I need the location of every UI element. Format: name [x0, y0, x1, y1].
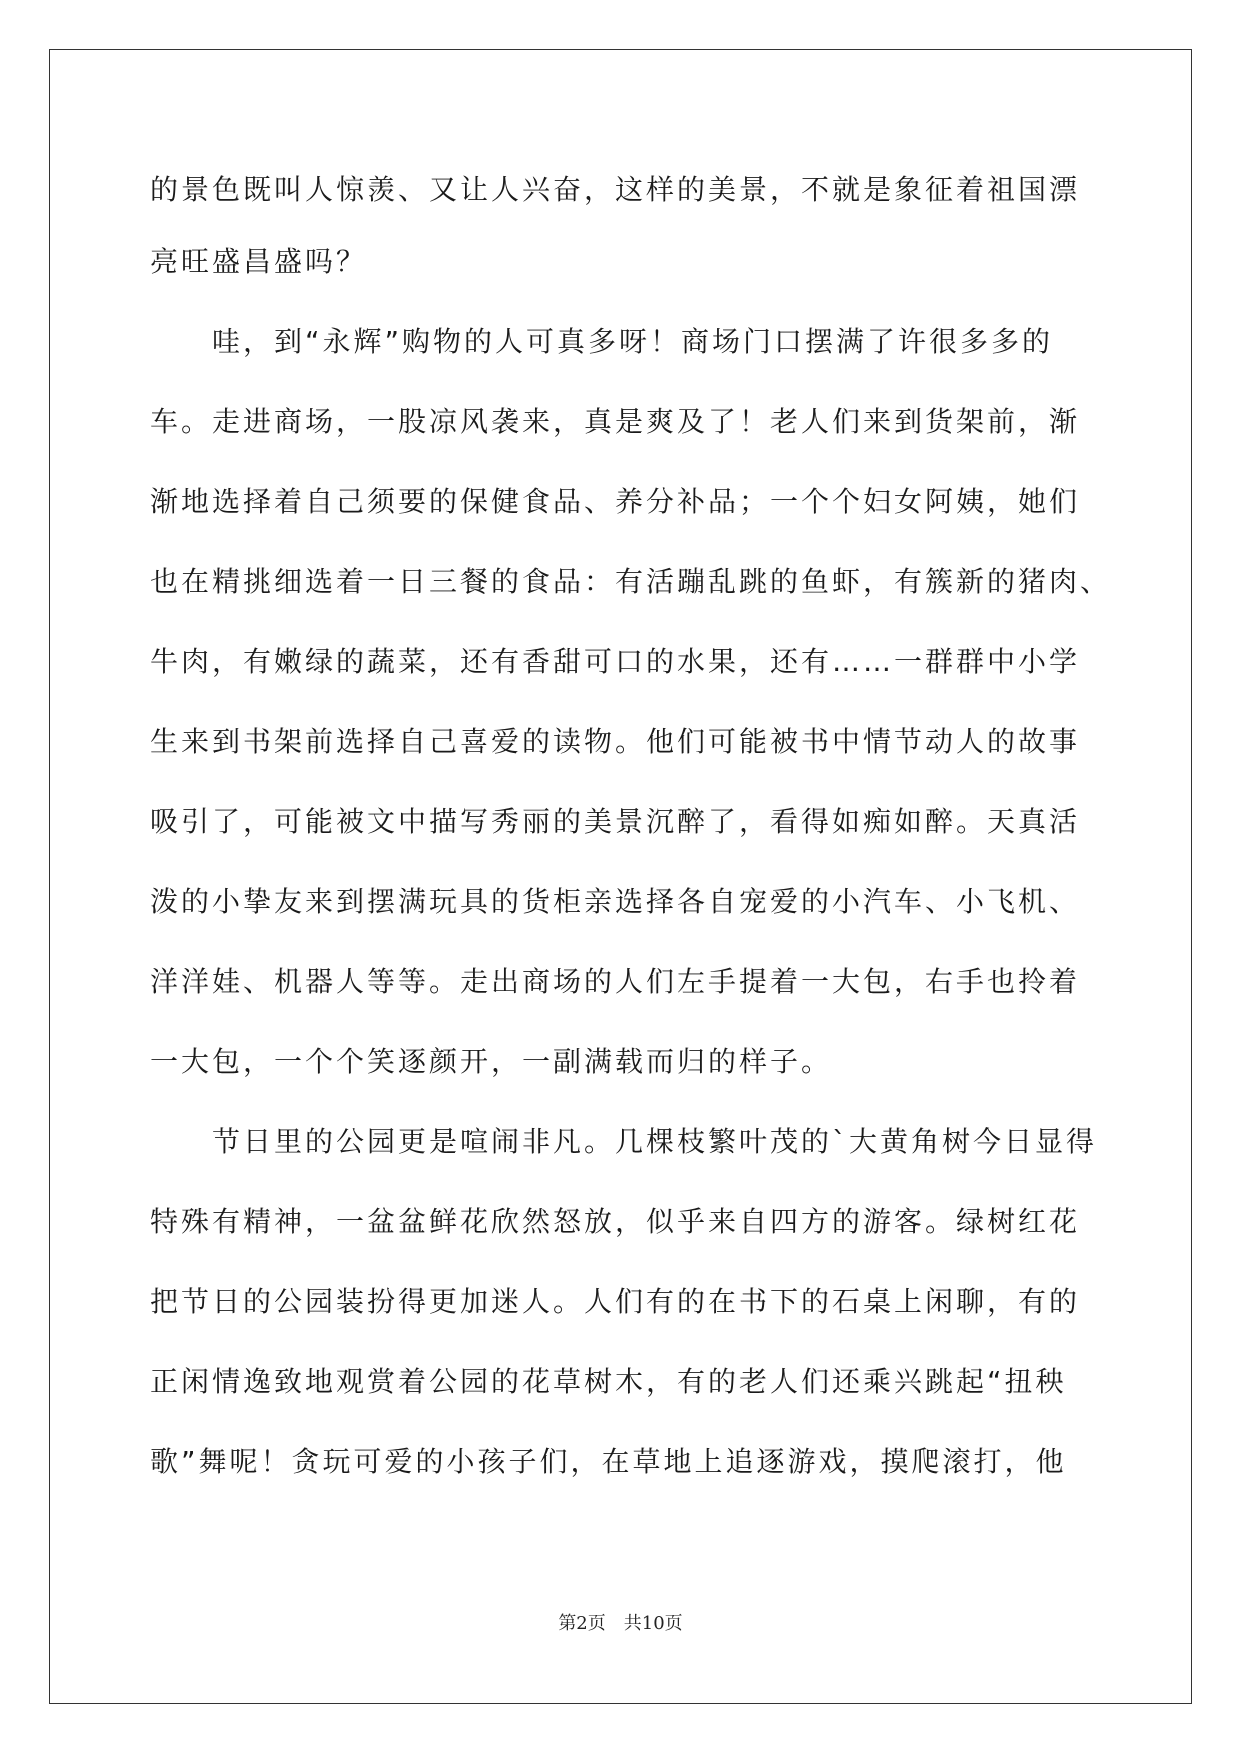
- paragraph-start-line: 节日里的公园更是喧闹非凡。几棵枝繁叶茂的`大黄角树今日显得: [212, 1125, 1098, 1158]
- text-line: 特殊有精神，一盆盆鲜花欣然怒放，似乎来自四方的游客。绿树红花: [150, 1205, 1081, 1238]
- page-footer: [0, 1609, 1241, 1635]
- text-line: 歌”舞呢！贪玩可爱的小孩子们，在草地上追逐游戏，摸爬滚打，他: [150, 1445, 1067, 1478]
- text-line: 洋洋娃、机器人等等。走出商场的人们左手提着一大包，右手也拎着: [150, 965, 1081, 998]
- text-line: 一大包，一个个笑逐颜开，一副满载而归的样子。: [150, 1045, 833, 1078]
- text-line: 的景色既叫人惊羡、又让人兴奋，这样的美景，不就是象征着祖国漂: [150, 173, 1081, 206]
- text-line: 亮旺盛昌盛吗？: [150, 245, 368, 278]
- document-body: [150, 158, 1112, 1502]
- text-line: 吸引了，可能被文中描写秀丽的美景沉醉了，看得如痴如醉。天真活: [150, 805, 1081, 838]
- paragraph-start-line: 哇，到“永辉”购物的人可真多呀！商场门口摆满了许很多多的: [212, 325, 1054, 358]
- text-line: 把节日的公园装扮得更加迷人。人们有的在书下的石桌上闲聊，有的: [150, 1285, 1081, 1318]
- text-line: 牛肉，有嫩绿的蔬菜，还有香甜可口的水果，还有……一群群中小学: [150, 645, 1081, 678]
- text-line: 正闲情逸致地观赏着公园的花草树木，有的老人们还乘兴跳起“扭秧: [150, 1365, 1067, 1398]
- text-line: 生来到书架前选择自己喜爱的读物。他们可能被书中情节动人的故事: [150, 725, 1081, 758]
- page-total: 共10页: [623, 1613, 683, 1634]
- page-number: 第2页: [558, 1613, 606, 1634]
- text-line: 泼的小挚友来到摆满玩具的货柜亲选择各自宠爱的小汽车、小飞机、: [150, 885, 1081, 918]
- text-line: 车。走进商场，一股凉风袭来，真是爽及了！老人们来到货架前，渐: [150, 405, 1081, 438]
- text-line: 也在精挑细选着一日三餐的食品：有活蹦乱跳的鱼虾，有簇新的猪肉、: [150, 565, 1112, 598]
- text-line: 渐地选择着自己须要的保健食品、养分补品；一个个妇女阿姨，她们: [150, 485, 1081, 518]
